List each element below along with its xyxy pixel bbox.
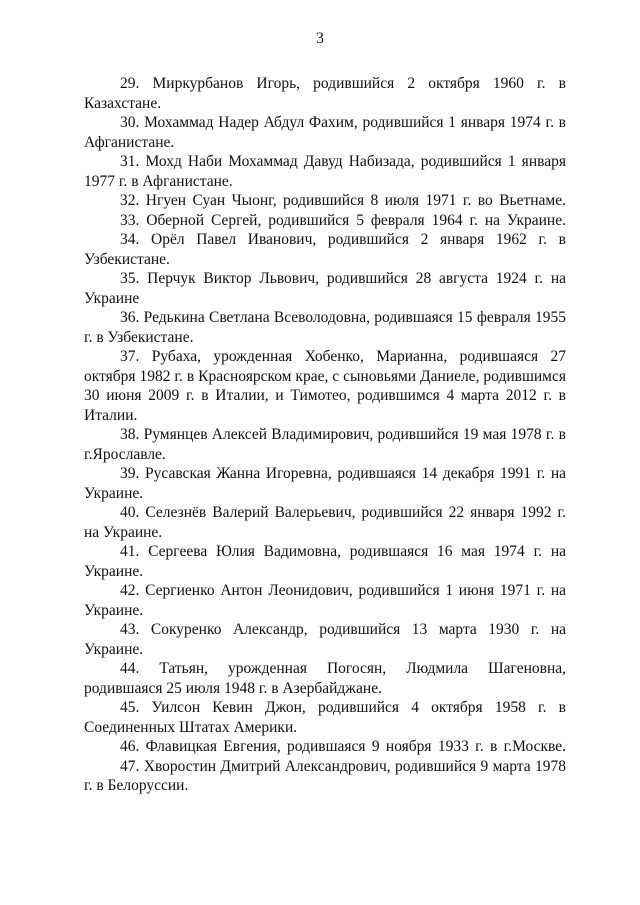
list-item-37: 37. Рубаха, урожденная Хобенко, Марианна, родившаяся 27 октября 1982 г. в Красноярском крае, с сыновьями Даниеле, родившимся 30 июня 2009 г. в Италии, и Тимотео, родившимся 4 марта 2012 г. в Италии. — [84, 348, 566, 424]
list-item-34: 34. Орёл Павел Иванович, родившийся 2 января 1962 г. в Узбекистане. — [84, 231, 566, 268]
list-item-38: 38. Румянцев Алексей Владимирович, родившийся 19 мая 1978 г. в г.Ярославле. — [84, 426, 566, 463]
entry-list — [84, 74, 566, 796]
list-item-44: 44. Татьян, урожденная Погосян, Людмила Шагеновна, родившаяся 25 июля 1948 г. в Азербайджане. — [84, 660, 566, 697]
page-number: 3 — [316, 30, 324, 47]
list-item-29: 29. Миркурбанов Игорь, родившийся 2 октября 1960 г. в Казахстане. — [84, 75, 566, 112]
list-item-40: 40. Селезнёв Валерий Валерьевич, родившийся 22 января 1992 г. на Украине. — [84, 504, 566, 541]
list-item-43: 43. Сокуренко Александр, родившийся 13 марта 1930 г. на Украине. — [84, 621, 566, 658]
list-item-39: 39. Русавская Жанна Игоревна, родившаяся 14 декабря 1991 г. на Украине. — [84, 465, 566, 502]
list-item-42: 42. Сергиенко Антон Леонидович, родившийся 1 июня 1971 г. на Украине. — [84, 582, 566, 619]
list-item-31: 31. Мохд Наби Мохаммад Давуд Набизада, родившийся 1 января 1977 г. в Афганистане. — [84, 153, 566, 190]
list-item-35: 35. Перчук Виктор Львович, родившийся 28 августа 1924 г. на Украине — [84, 270, 566, 307]
list-item-46: 46. Флавицкая Евгения, родившаяся 9 ноября 1933 г. в г.Москве. — [120, 738, 566, 755]
list-item-32: 32. Нгуен Суан Чыонг, родившийся 8 июля 1971 г. во Вьетнаме. — [120, 192, 566, 209]
list-item-30: 30. Мохаммад Надер Абдул Фахим, родившийся 1 января 1974 г. в Афганистане. — [84, 114, 566, 151]
list-item-33: 33. Оберной Сергей, родившийся 5 февраля 1964 г. на Украине. — [120, 211, 566, 229]
list-item-47: 47. Хворостин Дмитрий Александрович, родившийся 9 марта 1978 г. в Белоруссии. — [84, 757, 566, 794]
list-item-41: 41. Сергеева Юлия Вадимовна, родившаяся 16 мая 1974 г. на Украине. — [84, 543, 566, 580]
list-item-45: 45. Уилсон Кевин Джон, родившийся 4 октября 1958 г. в Соединенных Штатах Америки. — [84, 699, 566, 736]
list-item-36: 36. Редькина Светлана Всеволодовна, родившаяся 15 февраля 1955 г. в Узбекистане. — [84, 309, 566, 346]
